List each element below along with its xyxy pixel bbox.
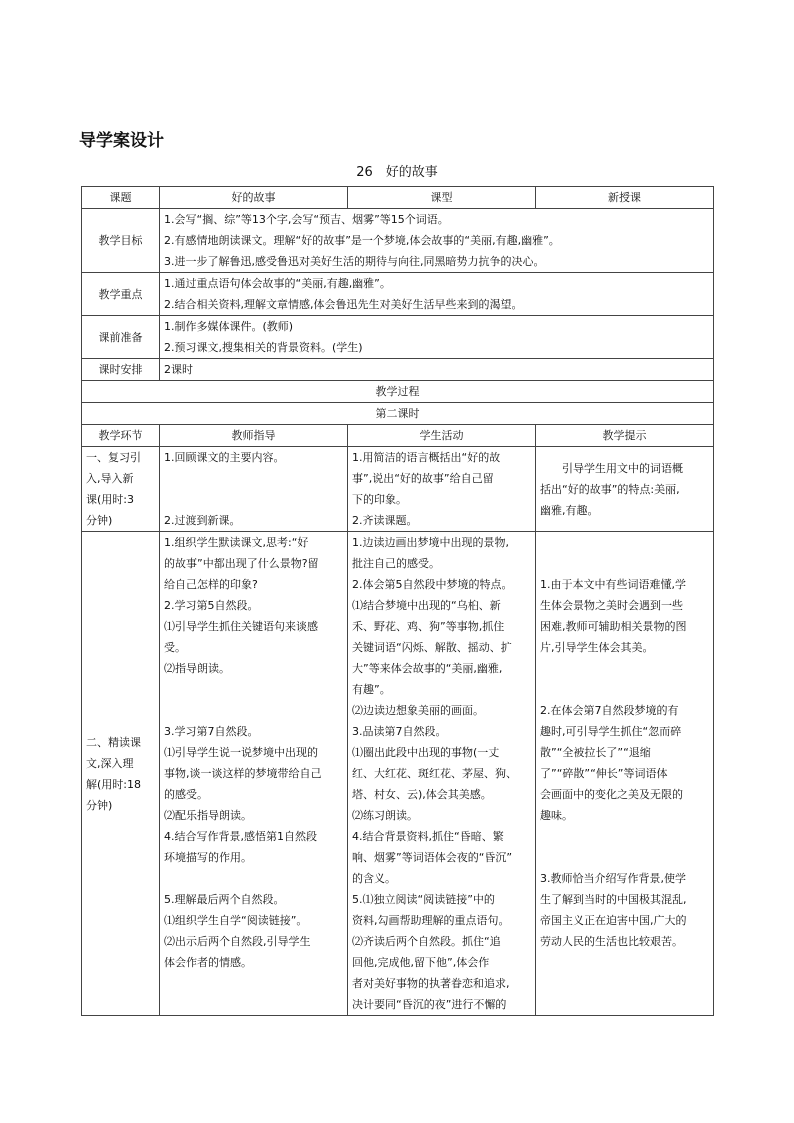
lesson-subtitle: 26 好的故事	[356, 165, 438, 180]
focus-row	[82, 273, 714, 316]
stage1-teacher: 1.回顾课文的主要内容。 2.过渡到新课。	[160, 447, 348, 532]
stage1-student: 1.用简洁的语言概括出“好的故 事”,说出“好的故事”给自己留 下的印象。 2.齐读课题。	[348, 447, 536, 532]
prep-item: 2.预习课文,搜集相关的背景资料。(学生)	[164, 341, 363, 354]
schedule-row	[82, 359, 714, 381]
header-row	[82, 187, 714, 209]
goal-item: 2.有感情地朗读课文。理解“好的故事”是一个梦境,体会故事的“美丽,有趣,幽雅”。	[164, 234, 560, 247]
stage2-student: 1.边读边画出梦境中出现的景物, 批注自己的感受。 2.体会第5自然段中梦境的特点。 ⑴结合梦境中出现的“乌桕、新 禾、野花、鸡、狗”等事物,抓住 关键词语“闪烁、解散、摇动、扩 大”等来体会故事的“美丽,幽雅, 有趣”。 ⑵边读边想象美丽的画面。 3.品读第7自然段。 ⑴圈出此段中出现的事物(一丈 红、大红花、斑红花、茅屋、狗、 塔、村女、云),体会其美感。 ⑵练习朗读。 4.结合背景资料,抓住“昏暗、繁 响、烟雾”等词语体会夜的“昏沉” 的含义。 5.⑴独立阅读“阅读链接”中的 资料,勾画帮助理解的重点语句。 ⑵齐读后两个自然段。抓住“追 回他,完成他,留下他”,体会作 者对美好事物的执著眷恋和追求, 决计要同“昏沉的夜”进行不懈的	[348, 532, 536, 1016]
stage1-name: 一、复习引 入,导入新 课(用时:3 分钟)	[82, 447, 160, 532]
type-label: 课型	[348, 187, 536, 209]
document-title: 导学案设计	[79, 131, 164, 151]
stage1-row	[82, 447, 714, 532]
prep-row	[82, 316, 714, 359]
goal-item: 3.进一步了解鲁迅,感受鲁迅对美好生活的期待与向往,同黑暗势力抗争的决心。	[164, 255, 545, 268]
lesson-label: 课题	[82, 187, 160, 209]
type-value: 新授课	[536, 187, 714, 209]
process-title: 教学过程	[82, 381, 714, 403]
lesson-value: 好的故事	[160, 187, 348, 209]
col-stage: 教学环节	[82, 425, 160, 447]
focus-item: 1.通过重点语句体会故事的“美丽,有趣,幽雅”。	[164, 277, 391, 290]
prep-item: 1.制作多媒体课件。(教师)	[164, 320, 294, 333]
goals-label: 教学目标	[82, 209, 160, 273]
col-tip: 教学提示	[536, 425, 714, 447]
focus-content	[160, 273, 714, 316]
focus-item: 2.结合相关资料,理解文章情感,体会鲁迅先生对美好生活早些来到的渴望。	[164, 298, 523, 311]
goal-item: 1.会写“搁、综”等13个字,会写“预吉、烟雾”等15个词语。	[164, 213, 449, 226]
stage1-tip: 引导学生用文中的词语概 括出“好的故事”的特点:美丽, 幽雅,有趣。	[536, 447, 714, 532]
focus-label: 教学重点	[82, 273, 160, 316]
stage2-name: 二、精读课 文,深入理 解(用时:18 分钟)	[82, 532, 160, 1016]
goals-row	[82, 209, 714, 273]
stage2-row	[82, 532, 714, 1016]
col-student: 学生活动	[348, 425, 536, 447]
lesson-plan-table	[81, 186, 714, 1016]
prep-content	[160, 316, 714, 359]
col-teacher: 教师指导	[160, 425, 348, 447]
prep-label: 课前准备	[82, 316, 160, 359]
goals-content	[160, 209, 714, 273]
stage2-tip: 1.由于本文中有些词语难懂,学 生体会景物之美时会遇到一些 困难,教师可辅助相关景物的图 片,引导学生体会其美。 2.在体会第7自然段梦境的有 趣时,可引导学生抓住“忽而碎 散”“全被拉长了”“退缩 了”“碎散”“伸长”等词语体 会画面中的变化之美及无限的 趣味。 3.教师恰当介绍写作背景,使学 生了解到当时的中国极其混乱, 帝国主义正在迫害中国,广大的 劳动人民的生活也比较艰苦。	[536, 532, 714, 1016]
stage2-teacher: 1.组织学生默读课文,思考:“好 的故事”中都出现了什么景物?留 给自己怎样的印象? 2.学习第5自然段。 ⑴引导学生抓住关键语句来谈感 受。 ⑵指导朗读。 3.学习第7自然段。 ⑴引导学生说一说梦境中出现的 事物,谈一谈这样的梦境带给自己 的感受。 ⑵配乐指导朗读。 4.结合写作背景,感悟第1自然段 环境描写的作用。 5.理解最后两个自然段。 ⑴组织学生自学“阅读链接”。 ⑵出示后两个自然段,引导学生 体会作者的情感。	[160, 532, 348, 1016]
schedule-value: 2课时	[160, 359, 714, 381]
schedule-label: 课时安排	[82, 359, 160, 381]
session-title: 第二课时	[82, 403, 714, 425]
process-title-row	[82, 381, 714, 403]
session-title-row	[82, 403, 714, 425]
column-header-row	[82, 425, 714, 447]
